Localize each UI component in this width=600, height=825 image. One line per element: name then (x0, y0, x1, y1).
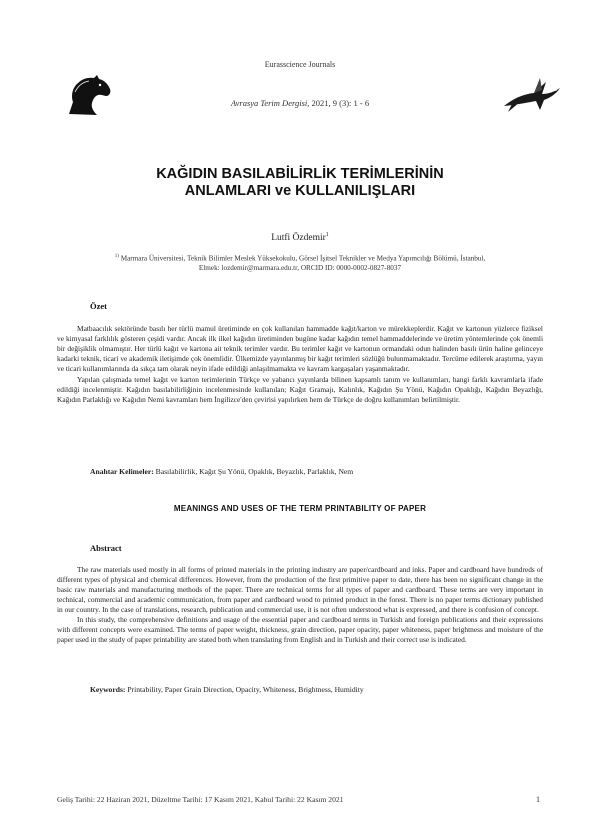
ozet-body (57, 324, 543, 405)
author-sup: 1 (325, 232, 329, 238)
affiliation-line-1 (40, 252, 560, 263)
english-keywords-label: Keywords: (90, 685, 126, 694)
title-line-1: KAĞIDIN BASILABİLİRLİK TERİMLERİNİN (156, 166, 444, 182)
ozet-paragraph-2: Yapılan çalışmada temel kağıt ve karton terimlerinin Türkçe ve yabancı yayınlarda bilinen kapsamlı tanım ve kullanımları, hangi farklı kavramlarla ifade edildiği incelenmiştir. Kağıdın basılabilirliğinin incelenmesinde kullanılan; Kağıt Gramajı, Kalınlık, Kağıdın Şu Yönü, Kağıdın Opaklığı, Kağıdın Beyazlığı, Kağıdın Parlaklığı ve Kağıdın Nemi kavramları hem İngilizce'den çevirisi yapılırken hem de Türkçe de doğru kullanımları belirtilmiştir. (57, 375, 543, 404)
horse-head-logo (63, 74, 113, 118)
submission-dates: Geliş Tarihi: 22 Haziran 2021, Düzeltme Tarihi: 17 Kasım 2021, Kabul Tarihi: 22 Kasım 2021 (57, 795, 344, 804)
author (0, 232, 600, 243)
ozet-heading: Özet (90, 301, 107, 311)
abstract-body (57, 565, 543, 645)
journal-name: Eurasscience Journals (264, 60, 336, 69)
abstract-paragraph-1: The raw materials used mostly in all forms of printed materials in the printing industry are paper/cardboard and inks. Paper and cardboard have hundreds of different types of physical and chemical differences. However, from the production of the first primitive paper to date, there has been no significant change in the basic raw materials and manufacturing methods of the paper. There are technical terms for all types of paper and cardboard. These terms are very important in technical, commercial and academic communication, from paper and cardboard wood to printed product in the forest. There is no paper terms dictionary published in our country. In the case of translations, research, publication and commercial use, it is not often understood what is expressed, and there is confusion of concept. (57, 565, 543, 614)
abstract-paragraph-2: In this study, the comprehensive definitions and usage of the essential paper and cardboard terms in Turkish and foreign publications and their expressions with different concepts were examined. The terms of paper weight, thickness, grain direction, paper opacity, paper whiteness, paper brightness and moisture of the paper used in the study of paper printability are stated both when translating from English and in Turkish and their correct use is indicated. (57, 615, 543, 644)
flying-bird-logo (500, 76, 564, 116)
turkish-keywords-text: Basılabilirlik, Kağıt Şu Yönü, Opaklık, Beyazlık, Parlaklık, Nem (153, 467, 354, 476)
ozet-paragraph-1: Matbaacılık sektöründe basılı her türlü mamul üretiminde en çok kullanılan hammadde kağıt/karton ve mürekkeplerdir. Kağıt ve kartonun yüzlerce fiziksel ve kimyasal farklılık gösteren çeşidi vardır. Ancak ilk ilkel kağıdın üretiminden bugüne kadar kağıdın temel hammaddelerinde ve üretim yöntemlerinde çok önemli bir değişiklik olmamıştır. Her türlü kağıt ve kartona ait teknik terimler vardır. Bu terimler kağıt ve kartonun ormandaki odun halinden basılı ürün haline gelinceye kadarki teknik, ticari ve akademik iletişimde çok önemlidir. Ülkemizde yayınlanmış bir kağıt terimleri sözlüğü bulunmamaktadır. Tercüme edilerek araştırma, yayın ve ticari kullanımlarında da sıkça tam olarak neyin ifade edildiği anlaşılmamakta ve kavram kargaşaları yaşanmaktadır. (57, 324, 543, 373)
citation-journal: Avrasya Terim Dergisi, (230, 98, 310, 108)
turkish-keywords-label: Anahtar Kelimeler: (90, 467, 154, 476)
affiliation-sup: 1) (114, 254, 119, 259)
affiliation-line-2: Elmek: lozdemir@marmara.edu.tr, ORCID ID: 0000-0002-0827-8037 (198, 264, 402, 273)
citation-details: 2021, 9 (3): 1 - 6 (309, 98, 370, 108)
page-number: 1 (536, 795, 540, 804)
abstract-heading: Abstract (90, 543, 122, 553)
affiliation-text: Marmara Üniversitesi, Teknik Bilimler Meslek Yüksekokulu, Görsel İşitsel Teknikler ve Medya Yapımcılığı Bölümü, İstanbul, (118, 254, 486, 263)
author-name: Lutfi Özdemir (271, 233, 326, 244)
turkish-keywords (90, 467, 353, 476)
english-keywords (90, 685, 364, 694)
english-title: MEANINGS AND USES OF THE TERM PRINTABILITY OF PAPER (173, 504, 427, 513)
affiliation (40, 252, 560, 273)
english-keywords-text: Printability, Paper Grain Direction, Opacity, Whiteness, Brightness, Humidity (125, 685, 364, 694)
title-line-2: ANLAMLARI ve KULLANILIŞLARI (184, 183, 416, 199)
paper-title (0, 166, 600, 200)
